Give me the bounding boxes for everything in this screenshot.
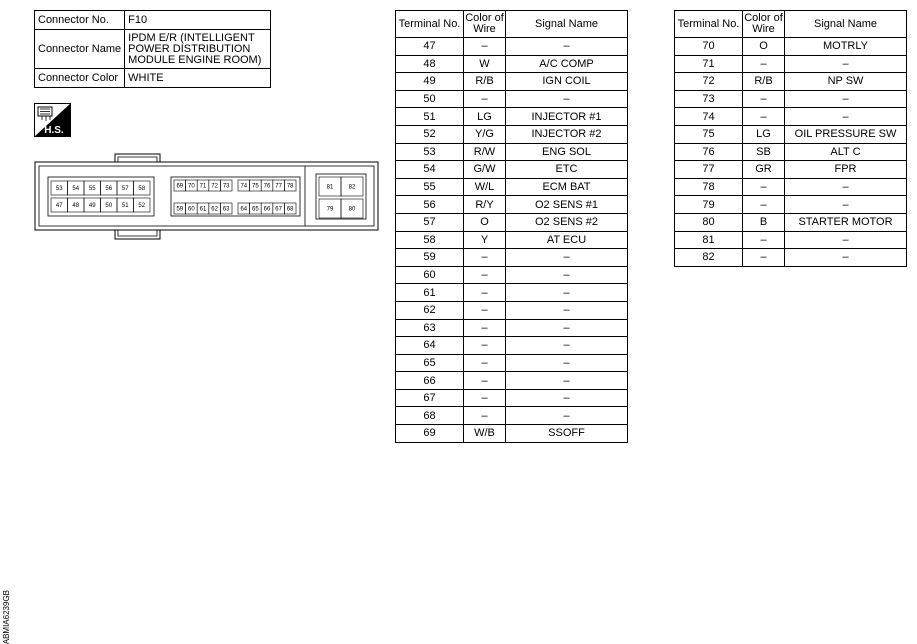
wire-color-cell: R/Y — [464, 196, 506, 214]
table-row — [675, 249, 907, 267]
wire-color-cell: – — [464, 319, 506, 337]
pin-number: 67 — [275, 206, 282, 213]
signal-name-cell: – — [506, 266, 628, 284]
signal-name-cell: – — [506, 372, 628, 390]
table-row — [396, 178, 628, 196]
pin-number: 55 — [88, 186, 96, 192]
pin-number: 56 — [105, 186, 113, 192]
terminal-no-cell: 79 — [675, 196, 743, 214]
terminal-no-cell: 50 — [396, 90, 464, 108]
pin-number: 58 — [138, 186, 146, 192]
table-row — [675, 90, 907, 108]
terminal-no-cell: 49 — [396, 73, 464, 91]
pin-group-a-bottom — [51, 198, 150, 212]
pin-group-b-bottom — [174, 203, 232, 214]
signal-name-cell: – — [785, 196, 907, 214]
table-row — [675, 161, 907, 179]
terminal-no-cell: 63 — [396, 319, 464, 337]
pin-number: 47 — [55, 203, 63, 209]
wire-color-cell: – — [743, 90, 785, 108]
wire-color-cell: – — [464, 337, 506, 355]
table-row — [675, 196, 907, 214]
table-row — [396, 90, 628, 108]
table-row — [396, 213, 628, 231]
table-row — [396, 38, 628, 56]
connector-info-table — [34, 10, 271, 88]
terminal-no-cell: 60 — [396, 266, 464, 284]
table-row — [675, 143, 907, 161]
wire-color-cell: – — [464, 266, 506, 284]
connector-no-value: F10 — [125, 11, 271, 30]
connector-name-line: MODULE ENGINE ROOM) — [128, 53, 262, 66]
wire-color-cell: B — [743, 213, 785, 231]
pin-number: 76 — [263, 183, 271, 190]
signal-name-cell: O2 SENS #2 — [506, 213, 628, 231]
header-color-of-wire — [743, 11, 785, 38]
signal-name-cell: – — [506, 38, 628, 56]
pin-number: 82 — [348, 184, 356, 191]
signal-name-cell: IGN COIL — [506, 73, 628, 91]
table-row — [396, 389, 628, 407]
signal-name-cell: INJECTOR #1 — [506, 108, 628, 126]
terminal-no-cell: 80 — [675, 213, 743, 231]
table-row — [396, 407, 628, 425]
table-row — [675, 125, 907, 143]
signal-name-cell: OIL PRESSURE SW — [785, 125, 907, 143]
connector-face-diagram — [33, 150, 383, 242]
pin-number: 49 — [88, 203, 96, 209]
pin-number: 50 — [105, 203, 113, 209]
header-signal-name: Signal Name — [506, 11, 628, 38]
signal-name-cell: ENG SOL — [506, 143, 628, 161]
table-row — [396, 337, 628, 355]
table-row — [396, 73, 628, 91]
terminal-no-cell: 56 — [396, 196, 464, 214]
wire-color-cell: W/B — [464, 425, 506, 443]
table-row — [675, 178, 907, 196]
signal-name-cell: ECM BAT — [506, 178, 628, 196]
table-row — [675, 55, 907, 73]
header-color-line: Wire — [473, 23, 496, 35]
terminal-no-cell: 52 — [396, 125, 464, 143]
pin-number: 78 — [286, 183, 294, 190]
signal-name-cell: ETC — [506, 161, 628, 179]
harness-side-icon — [34, 103, 71, 137]
signal-name-cell: – — [506, 90, 628, 108]
wire-color-cell: – — [743, 196, 785, 214]
table-row — [675, 73, 907, 91]
signal-name-cell: – — [506, 407, 628, 425]
terminal-no-cell: 59 — [396, 249, 464, 267]
table-row — [396, 425, 628, 443]
signal-name-cell: – — [785, 108, 907, 126]
signal-name-cell: – — [506, 319, 628, 337]
signal-name-cell: – — [506, 284, 628, 302]
terminal-no-cell: 77 — [675, 161, 743, 179]
terminal-no-cell: 67 — [396, 389, 464, 407]
wire-color-cell: G/W — [464, 161, 506, 179]
pin-number: 57 — [121, 186, 129, 192]
table-row — [396, 55, 628, 73]
terminal-no-cell: 55 — [396, 178, 464, 196]
signal-name-cell: – — [506, 301, 628, 319]
wire-color-cell: – — [464, 38, 506, 56]
header-signal-name: Signal Name — [785, 11, 907, 38]
header-terminal-no: Terminal No. — [675, 11, 743, 38]
table-row — [396, 284, 628, 302]
pin-number: 59 — [176, 206, 184, 213]
table-row — [396, 143, 628, 161]
table-row — [396, 249, 628, 267]
terminal-no-cell: 57 — [396, 213, 464, 231]
connector-color-value: WHITE — [125, 69, 271, 88]
figure-code: ABMIA6239GB — [2, 590, 11, 644]
pin-number: 71 — [199, 183, 207, 190]
pin-number: 65 — [252, 206, 259, 213]
table-row — [675, 38, 907, 56]
terminal-no-cell: 58 — [396, 231, 464, 249]
header-color-of-wire — [464, 11, 506, 38]
pin-number: 75 — [252, 183, 259, 190]
connector-name-line: POWER DISTRIBUTION — [128, 42, 251, 55]
table-row — [675, 213, 907, 231]
pin-number: 69 — [176, 183, 184, 190]
connector-name-value — [125, 30, 271, 69]
pin-number: 68 — [286, 206, 294, 213]
wire-color-cell: R/B — [464, 73, 506, 91]
signal-name-cell: – — [506, 354, 628, 372]
terminal-no-cell: 54 — [396, 161, 464, 179]
connector-name-line: IPDM E/R (INTELLIGENT — [128, 31, 255, 44]
terminal-no-cell: 71 — [675, 55, 743, 73]
pin-group-right — [319, 177, 363, 218]
pin-number: 64 — [240, 206, 248, 213]
connector-name-label: Connector Name — [35, 30, 125, 69]
pin-number: 80 — [348, 206, 356, 213]
terminal-no-cell: 47 — [396, 38, 464, 56]
pin-group-c-top — [238, 180, 296, 191]
wire-color-cell: – — [743, 178, 785, 196]
header-color-line: Color of — [465, 12, 504, 24]
pin-number: 60 — [188, 206, 195, 213]
pin-number: 70 — [188, 183, 195, 190]
signal-name-cell: – — [785, 249, 907, 267]
terminal-no-cell: 73 — [675, 90, 743, 108]
terminal-no-cell: 64 — [396, 337, 464, 355]
wire-color-cell: – — [464, 301, 506, 319]
wire-color-cell: LG — [464, 108, 506, 126]
header-color-line: Wire — [752, 23, 775, 35]
pin-number: 61 — [199, 206, 207, 213]
pin-number: 53 — [55, 186, 63, 192]
signal-name-cell: – — [506, 337, 628, 355]
signal-name-cell: – — [785, 55, 907, 73]
signal-name-cell: AT ECU — [506, 231, 628, 249]
wire-color-cell: R/W — [464, 143, 506, 161]
hs-label: H.S. — [44, 125, 64, 136]
terminal-no-cell: 53 — [396, 143, 464, 161]
header-terminal-no: Terminal No. — [396, 11, 464, 38]
wire-color-cell: – — [464, 407, 506, 425]
terminal-no-cell: 48 — [396, 55, 464, 73]
wire-color-cell: – — [464, 90, 506, 108]
table-row — [675, 231, 907, 249]
table-row — [396, 301, 628, 319]
wire-color-cell: – — [743, 249, 785, 267]
pin-number: 62 — [211, 206, 218, 213]
pin-group-a-top — [51, 181, 150, 195]
wire-color-cell: – — [743, 55, 785, 73]
table-row — [396, 372, 628, 390]
signal-name-cell: – — [506, 249, 628, 267]
table-row — [396, 161, 628, 179]
wire-color-cell: – — [464, 354, 506, 372]
pin-number: 74 — [240, 183, 248, 190]
terminal-no-cell: 62 — [396, 301, 464, 319]
table-row — [675, 108, 907, 126]
signal-name-cell: NP SW — [785, 73, 907, 91]
table-row — [396, 319, 628, 337]
connector-color-label: Connector Color — [35, 69, 125, 88]
signal-name-cell: STARTER MOTOR — [785, 213, 907, 231]
pin-number: 48 — [72, 203, 80, 209]
wire-color-cell: – — [464, 372, 506, 390]
terminal-no-cell: 75 — [675, 125, 743, 143]
signal-name-cell: ALT C — [785, 143, 907, 161]
wire-color-cell: – — [743, 231, 785, 249]
terminal-no-cell: 51 — [396, 108, 464, 126]
wire-color-cell: – — [464, 284, 506, 302]
terminal-table-right — [674, 10, 907, 267]
pin-number: 73 — [222, 183, 230, 190]
pin-number: 51 — [121, 203, 129, 209]
terminal-no-cell: 69 — [396, 425, 464, 443]
table-row — [396, 196, 628, 214]
pin-number: 77 — [275, 183, 282, 190]
table-row — [396, 354, 628, 372]
signal-name-cell: – — [785, 178, 907, 196]
connector-no-label: Connector No. — [35, 11, 125, 30]
pin-group-c-bottom — [238, 203, 296, 214]
wire-color-cell: O — [743, 38, 785, 56]
pin-group-b-top — [174, 180, 232, 191]
terminal-no-cell: 74 — [675, 108, 743, 126]
signal-name-cell: – — [785, 90, 907, 108]
terminal-no-cell: 68 — [396, 407, 464, 425]
terminal-no-cell: 72 — [675, 73, 743, 91]
signal-name-cell: FPR — [785, 161, 907, 179]
table-row — [396, 125, 628, 143]
wire-color-cell: LG — [743, 125, 785, 143]
wire-color-cell: GR — [743, 161, 785, 179]
pin-number: 79 — [326, 206, 334, 213]
terminal-no-cell: 78 — [675, 178, 743, 196]
table-row — [396, 231, 628, 249]
wire-color-cell: SB — [743, 143, 785, 161]
pin-number: 72 — [211, 183, 218, 190]
pin-number: 81 — [326, 184, 334, 191]
signal-name-cell: INJECTOR #2 — [506, 125, 628, 143]
pin-number: 52 — [138, 203, 146, 209]
terminal-no-cell: 70 — [675, 38, 743, 56]
wire-color-cell: – — [743, 108, 785, 126]
signal-name-cell: – — [785, 231, 907, 249]
pin-number: 54 — [72, 186, 80, 192]
table-row — [396, 266, 628, 284]
signal-name-cell: MOTRLY — [785, 38, 907, 56]
terminal-no-cell: 81 — [675, 231, 743, 249]
pin-number: 66 — [263, 206, 271, 213]
terminal-no-cell: 82 — [675, 249, 743, 267]
terminal-table-left — [395, 10, 628, 443]
wire-color-cell: W/L — [464, 178, 506, 196]
signal-name-cell: A/C COMP — [506, 55, 628, 73]
wire-color-cell: – — [464, 249, 506, 267]
wire-color-cell: Y — [464, 231, 506, 249]
wire-color-cell: R/B — [743, 73, 785, 91]
terminal-no-cell: 76 — [675, 143, 743, 161]
signal-name-cell: – — [506, 389, 628, 407]
wire-color-cell: – — [464, 389, 506, 407]
wire-color-cell: O — [464, 213, 506, 231]
terminal-no-cell: 65 — [396, 354, 464, 372]
wire-color-cell: W — [464, 55, 506, 73]
terminal-no-cell: 61 — [396, 284, 464, 302]
header-color-line: Color of — [744, 12, 783, 24]
table-row — [396, 108, 628, 126]
terminal-no-cell: 66 — [396, 372, 464, 390]
wire-color-cell: Y/G — [464, 125, 506, 143]
signal-name-cell: O2 SENS #1 — [506, 196, 628, 214]
pin-number: 63 — [222, 206, 230, 213]
signal-name-cell: SSOFF — [506, 425, 628, 443]
